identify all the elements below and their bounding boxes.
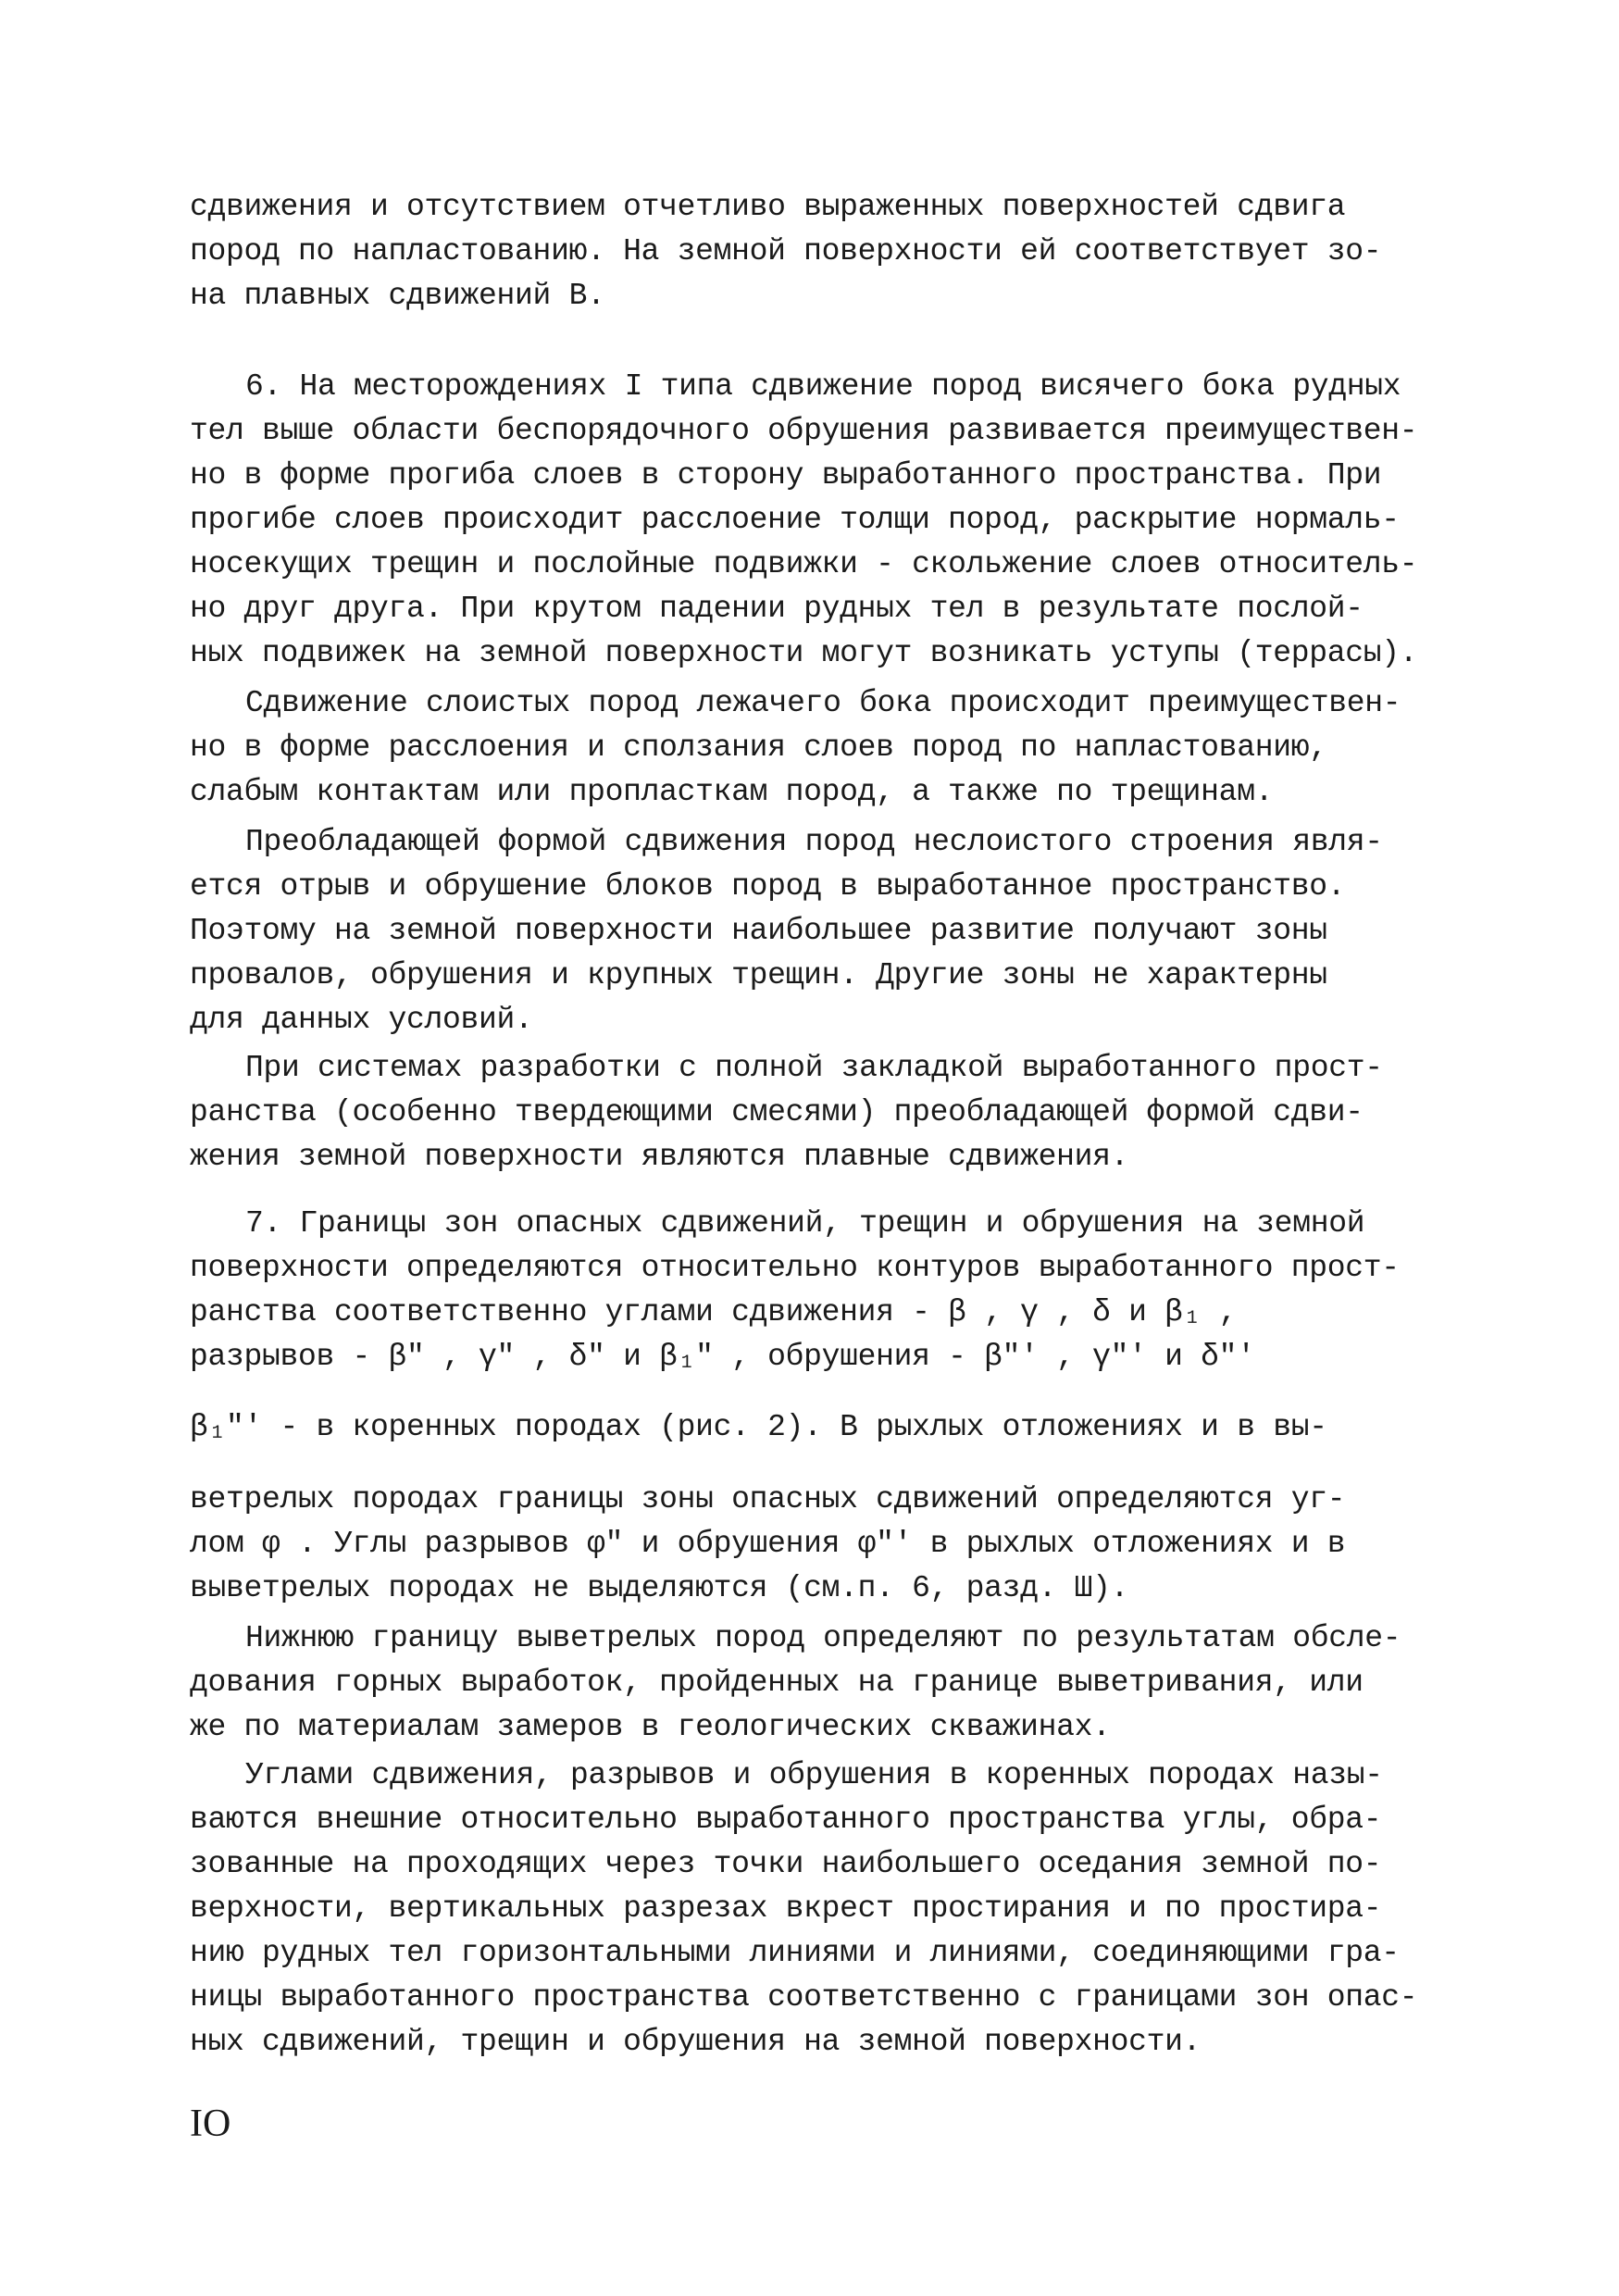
- text-line: лом φ . Углы разрывов φ" и обрушения φ"' в рыхлых отложениях и в: [190, 1527, 1346, 1561]
- text-line: нию рудных тел горизонтальными линиями и линиями, соединяющими гра-: [190, 1936, 1400, 1970]
- text-line: жения земной поверхности являются плавные сдвижения.: [190, 1140, 1129, 1174]
- text-line: же по материалам замеров в геологических скважинах.: [190, 1710, 1111, 1744]
- page-number: IO: [190, 2103, 231, 2145]
- paragraph: [190, 1405, 1449, 1450]
- text-line: пород по напластованию. На земной поверхности ей соответствует зо-: [190, 234, 1382, 268]
- text-line: ранства соответственно углами сдвижения - β , γ , δ и β₁ ,: [190, 1295, 1238, 1329]
- text-line: прогибе слоев происходит расслоение толщи пород, раскрытие нормаль-: [190, 503, 1400, 537]
- text-line: 6. На месторождениях I типа сдвижение пород висячего бока рудных: [245, 369, 1401, 404]
- text-line: слабым контактам или пропласткам пород, а также по трещинам.: [190, 775, 1274, 809]
- text-line: дования горных выработок, пройденных на границе выветривания, или: [190, 1666, 1364, 1700]
- text-line: для данных условий.: [190, 1003, 533, 1037]
- text-line: ется отрыв и обрушение блоков пород в выработанное пространство.: [190, 869, 1346, 904]
- text-line: сдвижения и отсутствием отчетливо выраженных поверхностей сдвига: [190, 190, 1346, 224]
- text-line: При системах разработки с полной закладкой выработанного прост-: [245, 1051, 1383, 1085]
- text-line: верхности, вертикальных разрезах вкрест простирания и по простира-: [190, 1891, 1382, 1926]
- paragraph: [190, 1616, 1449, 1750]
- text-line: ницы выработанного пространства соответственно с границами зон опас-: [190, 1980, 1418, 2015]
- text-line: Нижнюю границу выветрелых пород определяют по результатам обсле-: [245, 1621, 1401, 1655]
- text-line: ных сдвижений, трещин и обрушения на земной поверхности.: [190, 2025, 1202, 2059]
- paragraph: [190, 1046, 1449, 1179]
- text-line: ваются внешние относительно выработанного пространства углы, обра-: [190, 1803, 1382, 1837]
- text-line: поверхности определяются относительно контуров выработанного прост-: [190, 1251, 1400, 1285]
- paragraph: [190, 681, 1449, 815]
- paragraph-item-7: [190, 1202, 1449, 1379]
- paragraph-continuation: [190, 185, 1449, 318]
- text-line: ветрелых породах границы зоны опасных сдвижений определяются уг-: [190, 1482, 1346, 1516]
- text-line: Углами сдвижения, разрывов и обрушения в коренных породах назы-: [245, 1758, 1383, 1792]
- text-line: 7. Границы зон опасных сдвижений, трещин и обрушения на земной: [245, 1206, 1365, 1241]
- text-line: Сдвижение слоистых пород лежачего бока происходит преимуществен-: [245, 686, 1401, 720]
- text-line: разрывов - β" , γ" , δ" и β₁" , обрушения - β"' , γ"' и δ"': [190, 1340, 1255, 1374]
- text-line: Поэтому на земной поверхности наибольшее развитие получают зоны: [190, 914, 1327, 948]
- text-line: но друг друга. При крутом падении рудных тел в результате послой-: [190, 592, 1364, 626]
- paragraph: [190, 1478, 1449, 1611]
- text-line: тел выше области беспорядочного обрушения развивается преимуществен-: [190, 414, 1418, 448]
- text-line: зованные на проходящих через точки наибольшего оседания земной по-: [190, 1847, 1382, 1881]
- text-line: провалов, обрушения и крупных трещин. Другие зоны не характерны: [190, 958, 1327, 992]
- text-line: на плавных сдвижений В.: [190, 279, 605, 313]
- paragraph: [190, 820, 1449, 1042]
- text-line: ранства (особенно твердеющими смесями) преобладающей формой сдви-: [190, 1095, 1364, 1129]
- text-line: выветрелых породах не выделяются (см.п. 6, разд. Ш).: [190, 1571, 1129, 1605]
- paragraph: [190, 1753, 1449, 2065]
- text-line: носекущих трещин и послойные подвижки - скольжение слоев относитель-: [190, 547, 1418, 581]
- text-line: ных подвижек на земной поверхности могут возникать уступы (террасы).: [190, 636, 1418, 670]
- text-line: Преобладающей формой сдвижения пород неслоистого строения явля-: [245, 825, 1383, 859]
- text-line: β₁"' - в коренных породах (рис. 2). В рыхлых отложениях и в вы-: [190, 1410, 1327, 1444]
- paragraph-item-6: [190, 365, 1449, 676]
- text-line: но в форме прогиба слоев в сторону выработанного пространства. При: [190, 458, 1382, 493]
- text-line: но в форме расслоения и сползания слоев пород по напластованию,: [190, 730, 1327, 765]
